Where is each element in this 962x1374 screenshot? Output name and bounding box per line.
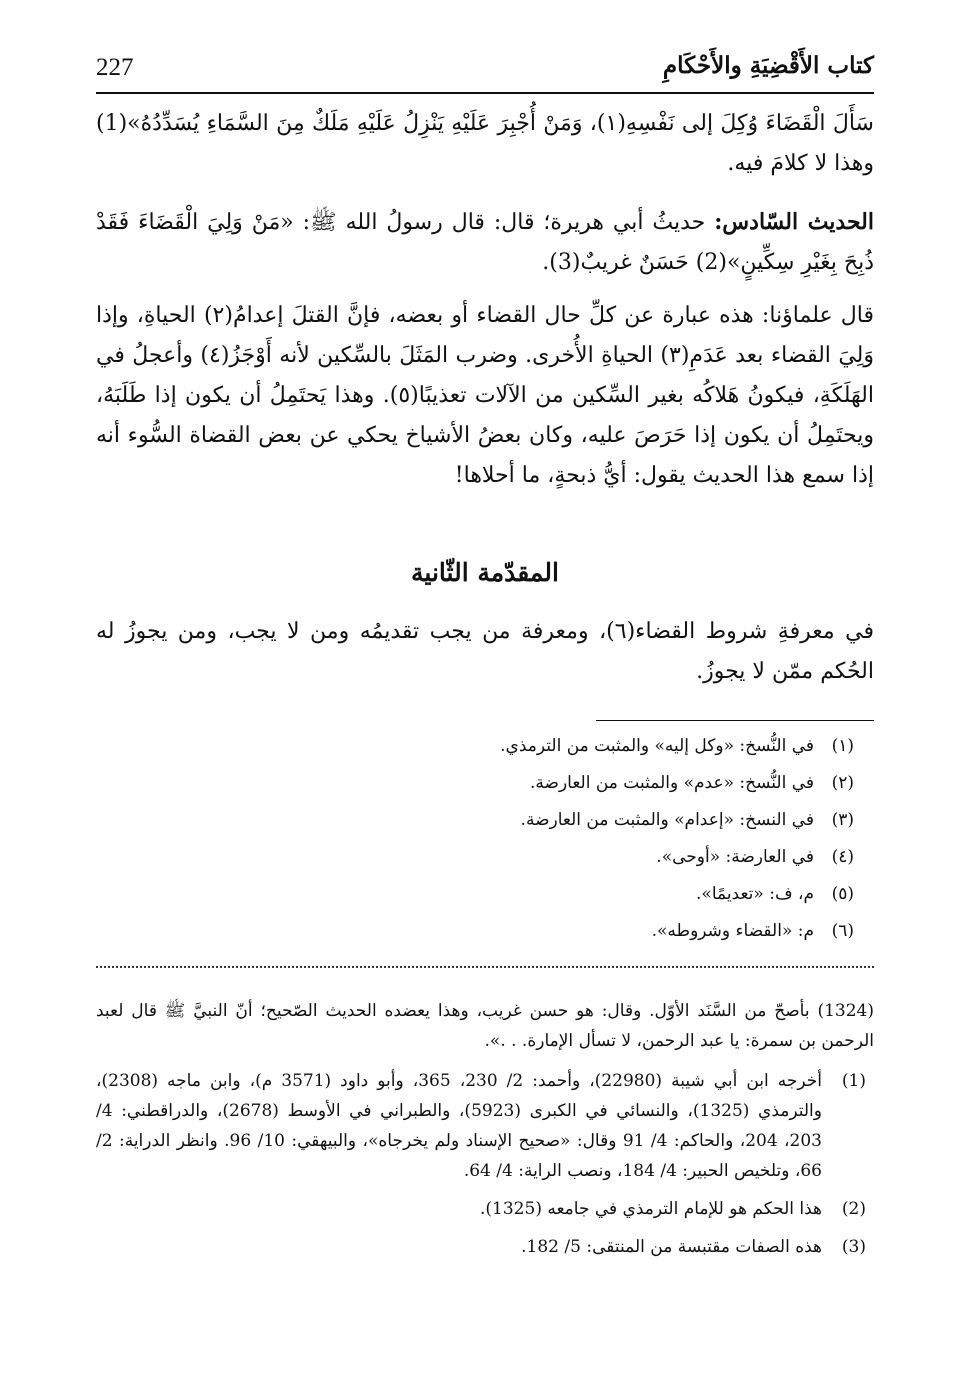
footnote-text: في العارضة: «أوحى». [656,847,814,867]
footnote-text: في النُّسخ: «وكل إليه» والمثبت من الترمذي. [500,736,814,756]
footnote-text: في النُّسخ: «عدم» والمثبت من العارضة. [530,773,814,793]
footnote-number: (٤) [831,847,854,867]
editor-note-text: هذه الصفات مقتبسة من المنتقى: 5/ 182. [521,1237,822,1257]
footnote-number: (٣) [831,810,854,830]
footnote-number: (١) [831,736,854,756]
editor-note-number: (1) [841,1071,866,1091]
footnotes [96,736,874,958]
paragraph-section-intro: في معرفةِ شروط القضاء(٦)، ومعرفة من يجب تقديمُه ومن لا يجب، ومن يجوزُ له الحُكم ممّن لا يجوزُ. [96,619,874,684]
footnote-number: (٦) [831,921,854,941]
footnote-text: م، ف: «تعديمًا». [696,884,814,904]
editor-note-text: هذا الحكم هو للإمام الترمذي في جامعه (1325). [480,1199,822,1219]
editor-note [96,1194,874,1224]
footnote [96,773,874,810]
footnote-number: (٥) [831,884,854,904]
editor-note-number: (3) [841,1237,866,1257]
footnote [96,736,874,773]
running-title: كتاب الأَقْضِيَةِ والأَحْكَامِ [662,52,874,79]
editor-note-number: (2) [841,1199,866,1219]
section-title: المقدّمة الثّانية [411,558,559,587]
page-number: 227 [96,54,134,81]
editor-note [96,1232,874,1262]
footnote-text: في النسخ: «إعدام» والمثبت من العارضة. [520,810,814,830]
page-header [96,52,874,92]
hadith-heading: الحديث السّادس: [714,209,874,235]
editor-notes [96,996,874,1270]
header-rule [96,92,874,94]
dotted-separator [96,966,874,968]
footnote [96,847,874,884]
footnote-text: م: «القضاء وشروطه». [651,921,814,941]
paragraph-1: سَأَلَ الْقَضَاءَ وُكِلَ إلى نَفْسِهِ(١)، وَمَنْ أُجْبِرَ عَلَيْهِ يَنْزِلُ عَلَيْهِ مَلَكٌ مِنَ السَّمَاءِ يُسَدِّدُهُ»(1) وهذا لا كلامَ فيه. [96,111,874,176]
paragraph-commentary: قال علماؤنا: هذه عبارة عن كلِّ حال القضاء أو بعضه، فإنَّ القتلَ إعدامُ(٢) الحياةِ، وإذا وَلِيَ القضاء بعد عَدَمِ(٣) الحياةِ الأُخرى. وضرب المَثَلَ بالسِّكين لأنه أَوْجَزُ(٤) وأعجلُ في الهَلَكَةِ، فيكونُ هَلاكُه بغير السِّكين من الآلات تعذيبًا(٥). وهذا يَحتَمِلُ أن يكون إذا طَلَبَهُ، ويحتَمِلُ أن يكون إذا حَرَصَ عليه، وكان بعضُ الأشياخ يحكي عن بعض القضاة السُّوء أنه إذا سمع هذا الحديث يقول: أيُّ ذبحةٍ، ما أحلاها! [96,303,874,488]
footnote-number: (٢) [831,773,854,793]
paragraph-hadith-six [96,202,874,283]
editor-note [96,1066,874,1186]
footnote [96,884,874,921]
footnote [96,921,874,958]
hadith-text: حديثُ أبي هريرة؛ قال: قال رسولُ الله ﷺ: «مَنْ وَلِيَ الْقَضَاءَ فَقَدْ ذُبِحَ بِغَيْرِ سِكِّينٍ»(2) حَسَنٌ غريبٌ(3). [96,210,874,275]
note-continuation: (1324) بأصحّ من السَّنَد الأوّل. وقال: هو حسن غريب، وهذا يعضده الحديث الصّحيح؛ أنّ النبيَّ ﷺ قال لعبد الرحمن بن سمرة: يا عبد الرحمن، لا تسأل الإمارة. . .». [96,1001,874,1051]
editor-note-text: أخرجه ابن أبي شيبة (22980)، وأحمد: 2/ 230، 365، وأبو داود (3571 م)، وابن ماجه (2308)، والترمذي (1325)، والنسائي في الكبرى (5923)، والطبراني في الأوسط (2678)، والدراقطني: 4/ 203، 204، والحاكم: 4/ 91 وقال: «صحيح الإسناد ولم يخرجاه»، والبيهقي: 10/ 96. وانظر الدراية: 2/ 66، وتلخيص الحبير: 4/ 184، ونصب الراية: 4/ 64. [96,1071,823,1181]
footnote-rule [596,720,874,721]
footnote [96,810,874,847]
